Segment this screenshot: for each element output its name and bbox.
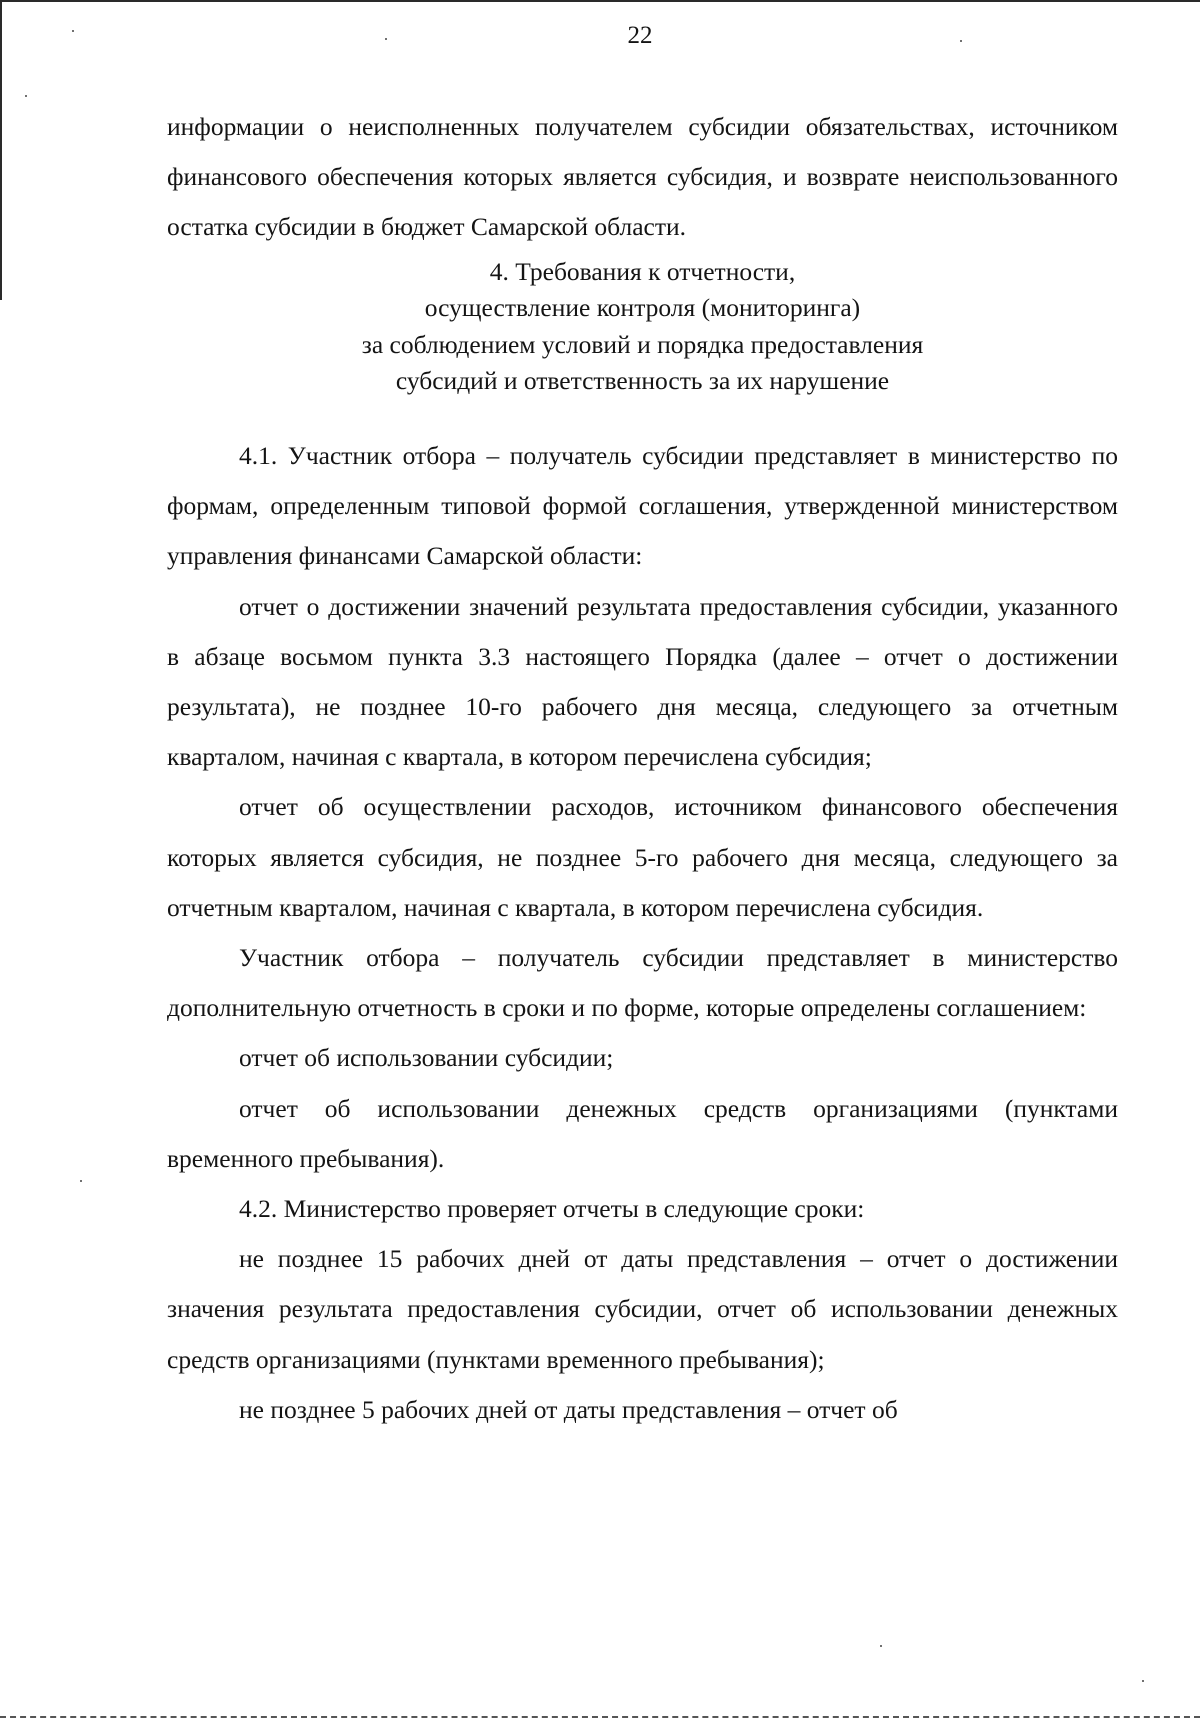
paragraph: отчет о достижении значений результата предоставления субсидии, указанного в абзаце восьмом пункта 3.3 настоящего Порядка (далее – отчет о достижении результата), не позднее 10-го рабочего дня месяца, следующего за отчетным кварталом, начиная с квартала, в котором перечислена субсидия; <box>167 591 1118 772</box>
paragraph: 4.1. Участник отбора – получатель субсидии представляет в министерство по формам, определенным типовой формой соглашения, утвержденной министерством управления финансами Самарской области: <box>167 441 1118 571</box>
paragraph: не позднее 5 рабочих дней от даты представления – отчет об <box>239 1394 898 1424</box>
paragraph: Участник отбора – получатель субсидии представляет в министерство дополнительную отчетность в сроки и по форме, которые определены соглашением: <box>167 943 1118 1023</box>
page-number: 22 <box>627 22 653 49</box>
scan-speck <box>880 1645 882 1647</box>
section-heading-line: 4. Требования к отчетности, <box>489 257 796 286</box>
scan-speck <box>1142 1680 1144 1682</box>
paragraph: 4.2. Министерство проверяет отчеты в следующие сроки: <box>239 1194 865 1224</box>
paragraph: отчет об использовании денежных средств организациями (пунктами временного пребывания). <box>167 1093 1118 1173</box>
section-heading-line: осуществление контроля (мониторинга) <box>424 293 861 323</box>
section-heading <box>167 254 1118 399</box>
paragraph: отчет об осуществлении расходов, источником финансового обеспечения которых является субсидия, не позднее 5-го рабочего дня месяца, следующего за отчетным кварталом, начиная с квартала, в котором перечислена субсидия. <box>167 792 1118 922</box>
section-heading-line: за соблюдением условий и порядка предоставления <box>361 329 924 359</box>
body-text <box>167 431 1118 1435</box>
scan-speck <box>25 95 27 97</box>
scan-edge-top <box>0 0 1200 2</box>
paragraph: отчет об использовании субсидии; <box>239 1043 614 1073</box>
intro-block <box>167 102 1118 253</box>
scan-edge-bottom <box>0 1716 1200 1718</box>
intro-paragraph: информации о неисполненных получателем субсидии обязательствах, источником финансового обеспечения которых является субсидия, и возврате неиспользованного остатка субсидии в бюджет Самарской области. <box>167 112 1118 242</box>
scan-speck <box>80 1180 82 1182</box>
paragraph: не позднее 15 рабочих дней от даты представления – отчет о достижении значения результата предоставления субсидии, отчет об использовании денежных средств организациями (пунктами временного пребывания); <box>167 1244 1118 1374</box>
section-heading-line: субсидий и ответственность за их нарушение <box>395 365 890 395</box>
